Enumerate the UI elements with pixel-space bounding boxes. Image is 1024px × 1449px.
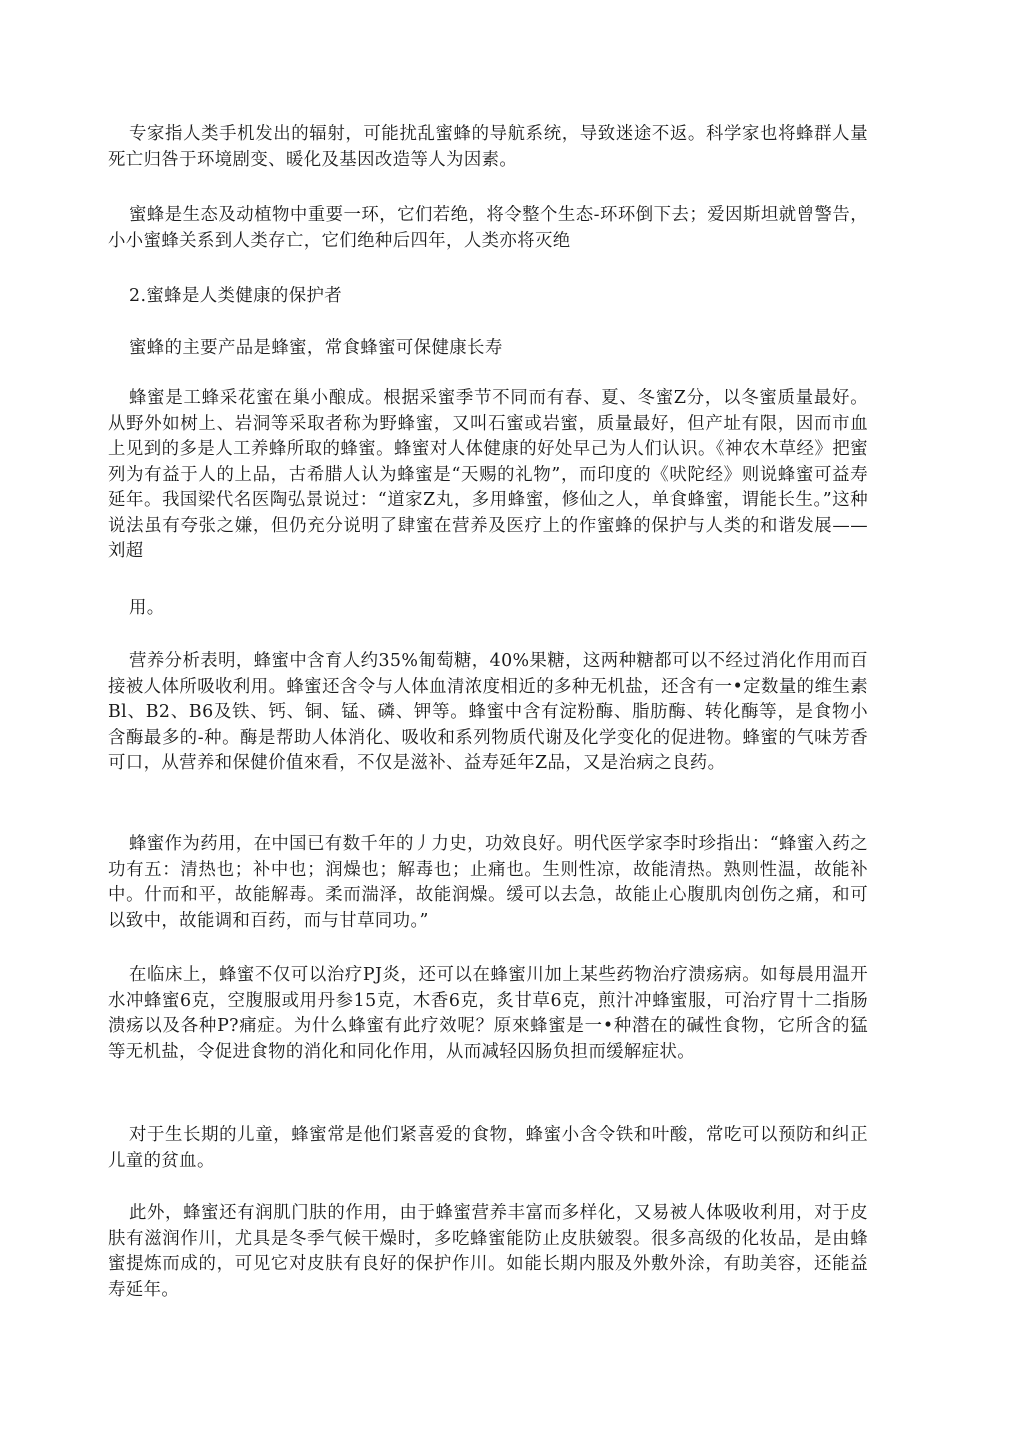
- paragraph-medicinal: 蜂蜜作为药用，在中国已有数千年的丿力史，功效良好。明代医学家李时珍指出：“蜂蜜入药之功有五：清热也；补中也；润燥也；解毒也；止痛也。生则性凉，故能清热。熟则性温，故能补中。什而和平，故能解毒。柔而湍泽，故能润燥。缓可以去急，故能止心腹肌肉创伤之痛，和可以致中，故能调和百药，而与甘草同功。”: [108, 834, 868, 931]
- paragraph-ecology: 蜜蜂是生态及动植物中重要一环，它们若绝，将令整个生态-环环倒下去；爱因斯坦就曾警告，小小蜜蜂关系到人类存亡，它们绝种后四年，人类亦将灭绝: [108, 205, 868, 251]
- paragraph-radiation: 专家指人类手机发出的辐射，可能扰乱蜜蜂的导航系统，导致迷途不返。科学家也将蜂群人量死亡归咎于环境剧变、暖化及基因改造等人为因素。: [108, 124, 868, 170]
- paragraph-clinical: 在临床上，蜂蜜不仅可以治疗PJ炎，还可以在蜂蜜川加上某些药物治疗溃疡病。如每晨用温开水冲蜂蜜6克，空腹服或用丹参15克，木香6克，炙甘草6克，煎汁冲蜂蜜服，可治疗胃十二指肠溃疡以及各种P?痛症。为什么蜂蜜有此疗效呢？原來蜂蜜是一•种潜在的碱性食物，它所含的猛等无机盐，令促进食物的消化和同化作用，从而减轻囚肠负担而缓解症状。: [108, 965, 868, 1062]
- paragraph-honey-origin: 蜂蜜是工蜂采花蜜在巢小酿成。根据采蜜季节不同而有春、夏、冬蜜Z分，以冬蜜质量最好。从野外如树上、岩洞等采取者称为野蜂蜜，又叫石蜜或岩蜜，质量最好，但产址有限，因而市血上见到的多是人工养蜂所取的蜂蜜。蜂蜜对人体健康的好处早己为人们认识。《神农木草经》把蜜列为有益于人的上品，古希腊人认为蜂蜜是“天赐的礼物”，而印度的《吠陀经》则说蜂蜜可益寿延年。我国梁代名医陶弘景说过：“道家Z丸，多用蜂蜜，修仙之人，单食蜂蜜，谓能长生。”这种说法虽有夸张之嫌，但仍充分说明了肆蜜在营养及医疗上的作蜜蜂的保护与人类的和谐发展——刘超: [108, 388, 868, 561]
- paragraph-nutrition: 营养分析表明，蜂蜜中含育人约35%匍萄糖，40%果糖，这两种糖都可以不经过消化作用而百接被人体所吸收利用。蜂蜜还含令与人体血清浓度相近的多种无机盐，还含有一•定数量的维生素Bl、B2、B6及铁、钙、铜、锰、磷、钾等。蜂蜜中含有淀粉酶、脂肪酶、转化酶等，是食物小含酶最多的-种。酶是帮助人体消化、吸收和系列物质代谢及化学变化的促进物。蜂蜜的气味芳香可口，从营养和保健价值來看，不仅是滋补、益寿延年Z品，又是治病之良药。: [108, 651, 868, 773]
- paragraph-skin: 此外，蜂蜜还有润肌门肤的作用，由于蜂蜜营养丰富而多样化，又易被人体吸收利用，对于皮肤有滋润作川，尤具是冬季气候干燥时，多吃蜂蜜能防止皮肤皴裂。很多高级的化妆品，是由蜂蜜提炼而成的，可见它对皮肤有良好的保护作川。如能长期内服及外敷外涂，有助美容，还能益寿延年。: [108, 1203, 868, 1300]
- paragraph-children: 对于生长期的儿童，蜂蜜常是他们紧喜爱的食物，蜂蜜小含令铁和叶酸，常吃可以预防和纠正儿童的贫血。: [108, 1125, 868, 1171]
- section-heading: 2.蜜蜂是人类健康的保护者: [129, 286, 343, 306]
- paragraph-main-product: 蜜蜂的主要产品是蜂蜜，常食蜂蜜可保健康长寿: [129, 338, 503, 358]
- paragraph-continuation: 用。: [129, 598, 165, 618]
